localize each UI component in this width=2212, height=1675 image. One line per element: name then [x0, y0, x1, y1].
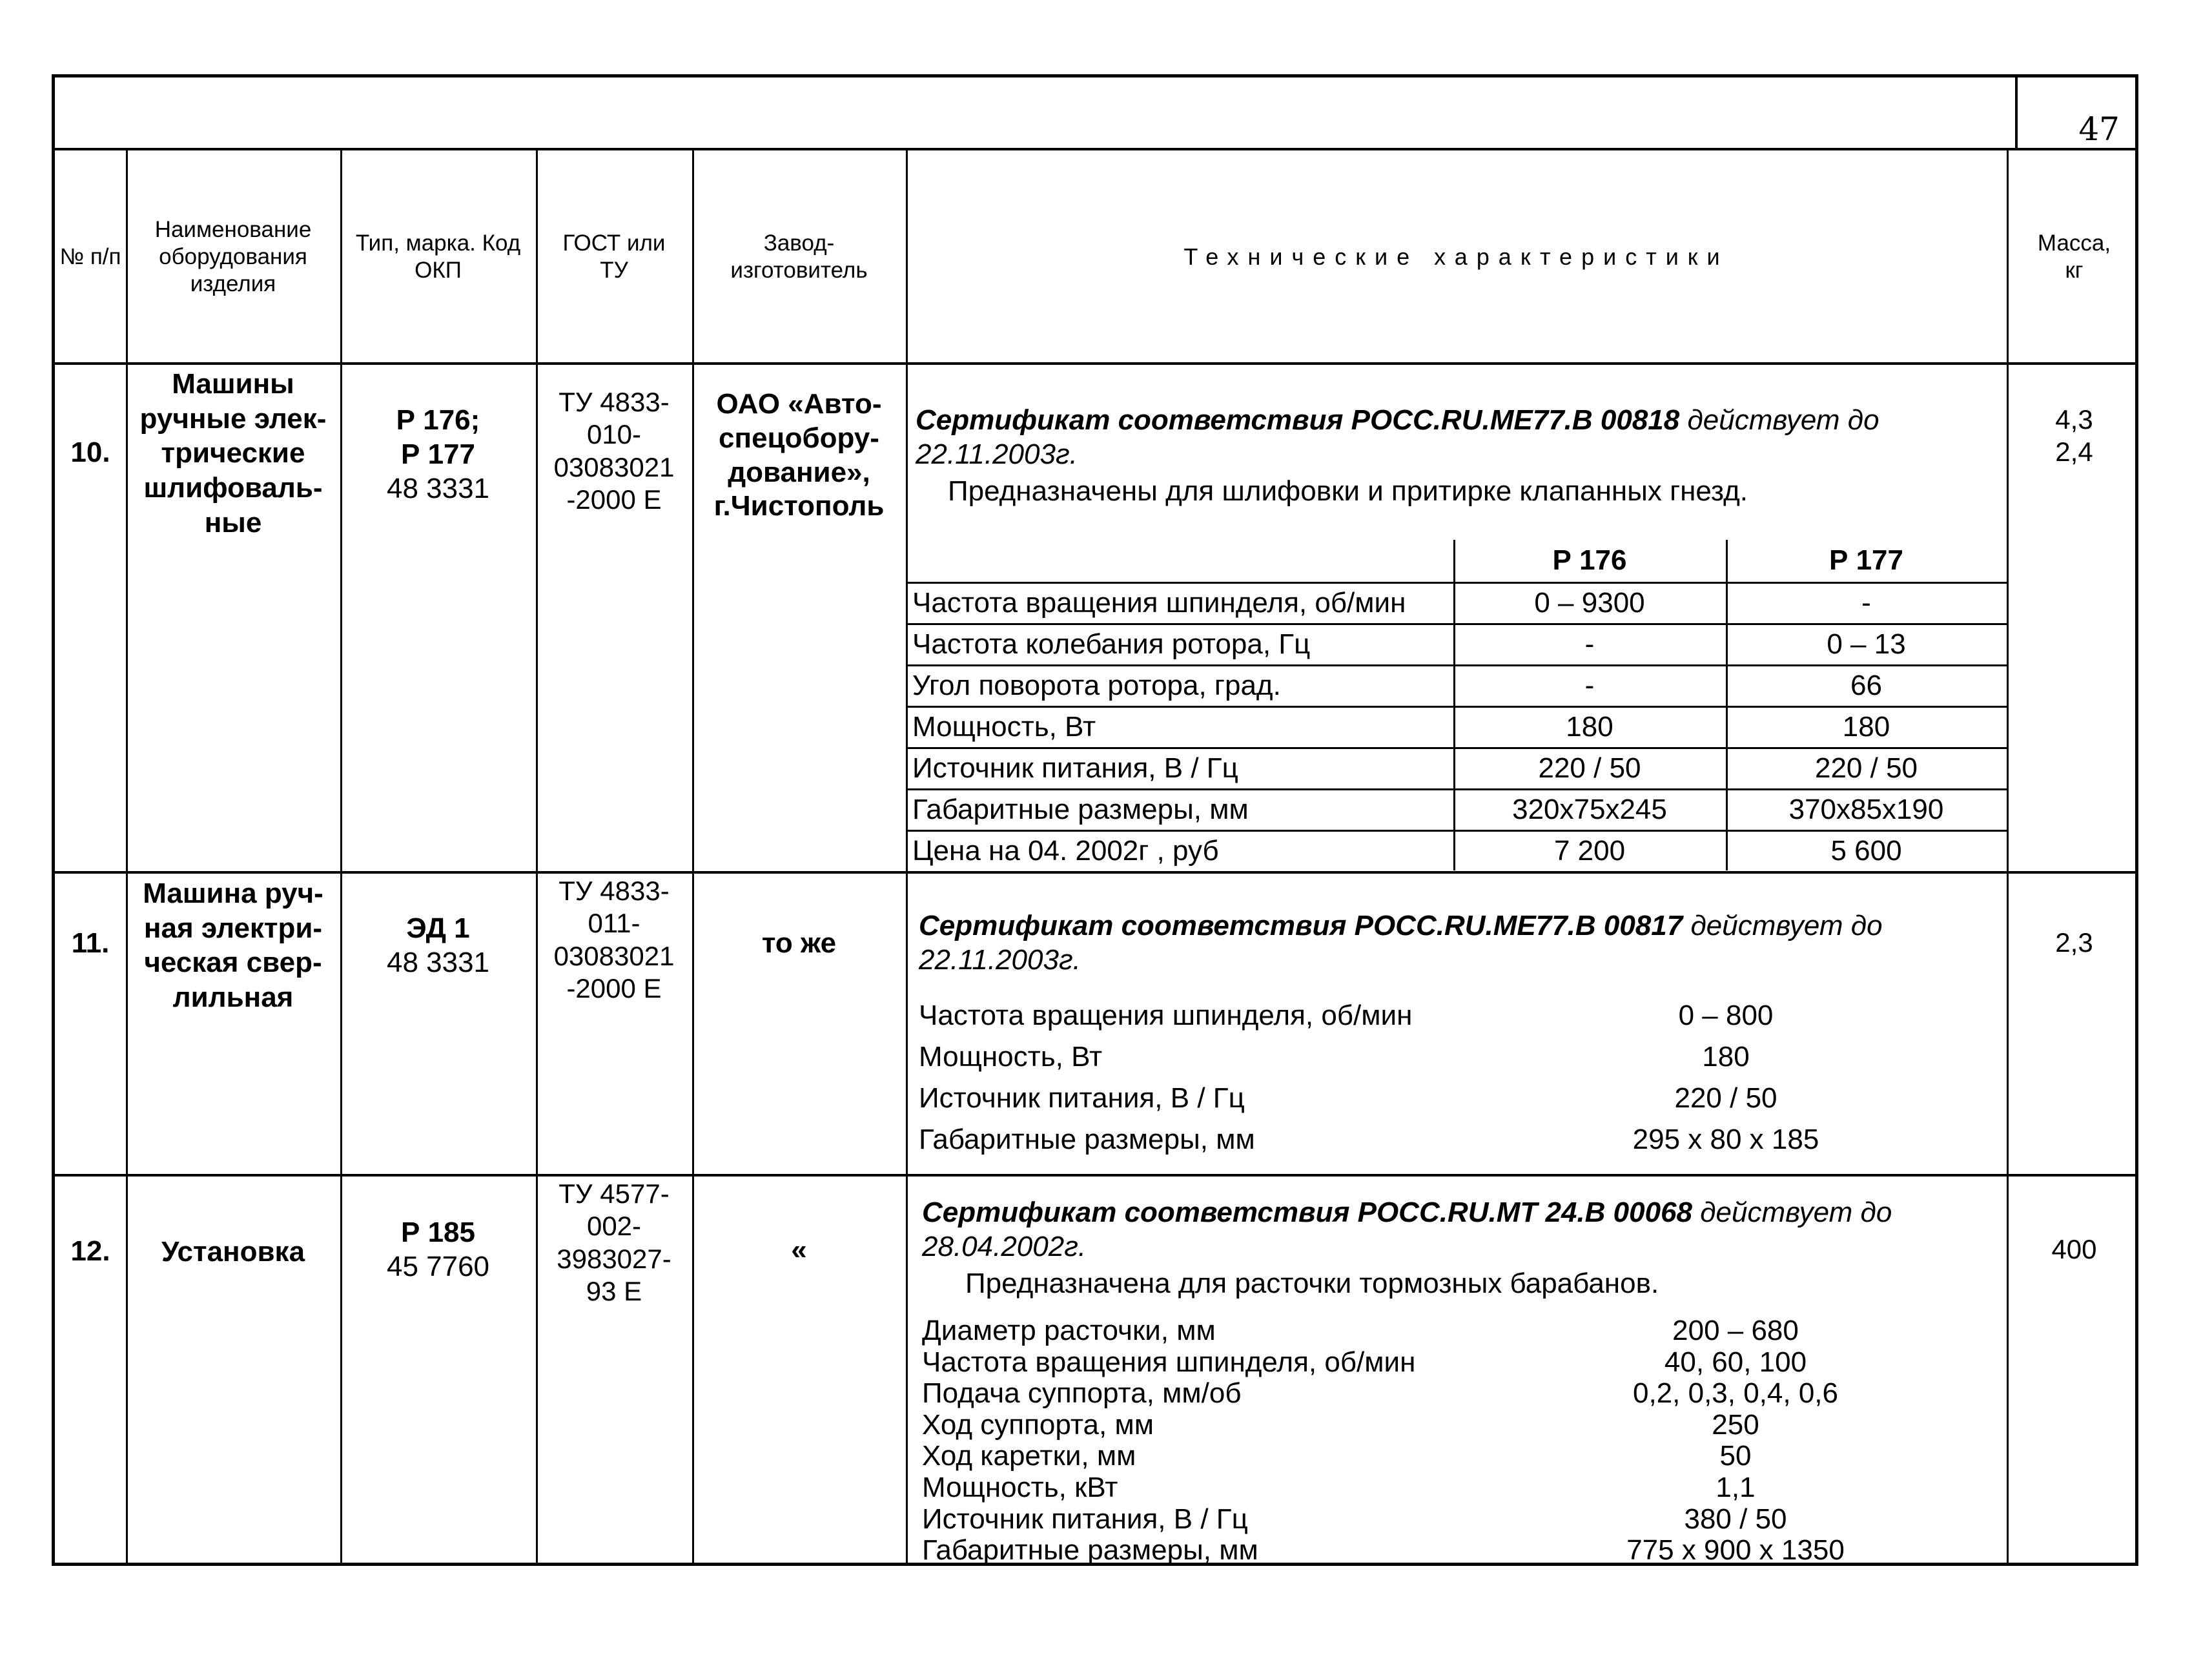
spec-value-p177: 180 — [1842, 711, 1890, 743]
spec-row — [919, 1078, 2007, 1119]
gost-line: ТУ 4577- — [558, 1178, 670, 1209]
spec-value-p177: - — [1861, 587, 1871, 619]
gost-line: ТУ 4833- — [558, 387, 670, 417]
gost-line: 010- — [586, 419, 642, 450]
gost-line: 93 Е — [586, 1276, 642, 1307]
spec-label: Габаритные размеры, мм — [919, 1124, 1255, 1155]
page-number: 47 — [2078, 110, 2120, 148]
gost-line: 3983027- — [557, 1243, 671, 1274]
spec-value-p177: 5 600 — [1830, 835, 1902, 867]
spec-value-p177: 220 / 50 — [1814, 752, 1918, 784]
spec-header-p176: Р 176 — [1552, 544, 1627, 576]
spec-row — [912, 830, 2007, 872]
certificate-date: 28.04.2002г. — [922, 1230, 1087, 1262]
spec-row — [919, 1119, 2007, 1160]
spec-row — [919, 995, 2007, 1036]
spec-value: 380 / 50 — [1684, 1503, 1787, 1535]
spec-value: 0 – 800 — [1678, 1000, 1774, 1031]
mass-cell — [2007, 1233, 2142, 1266]
certificate-number: Сертификат соответствия РОСС.RU.ME77.B 00818 — [916, 404, 1680, 436]
certificate-number: Сертификат соответствия РОСС.RU.MT 24.B 00068 — [922, 1197, 1693, 1228]
spec-value: 1,1 — [1715, 1472, 1756, 1503]
spec-label: Диаметр расточки, мм — [922, 1315, 1216, 1346]
okp-code: 45 7760 — [386, 1250, 490, 1282]
maker-line: дование», — [728, 456, 870, 488]
maker-line: ОАО «Авто- — [716, 388, 882, 420]
mass-value: 4,3 — [2055, 404, 2093, 435]
gost-line: -2000 Е — [566, 484, 662, 515]
spec-value-p176: 180 — [1566, 711, 1613, 743]
spec-value-p177: 66 — [1850, 670, 1882, 701]
gost-line: 002- — [586, 1211, 642, 1242]
okp-code: 48 3331 — [386, 946, 490, 978]
row-number: 11. — [71, 927, 110, 959]
name-line: Установка — [161, 1236, 305, 1268]
spec-value: 200 – 680 — [1672, 1315, 1799, 1346]
name-line: Машины — [172, 368, 294, 400]
header-maker: Завод-изготовитель — [730, 231, 868, 283]
equipment-name — [126, 1177, 340, 1269]
spec-label: Частота колебания ротора, Гц — [912, 628, 1311, 660]
name-line: ручные элек- — [139, 402, 327, 435]
certificate-date: 22.11.2003г. — [919, 943, 1081, 976]
mass-value: 2,4 — [2055, 437, 2093, 468]
certificate-text — [916, 404, 2000, 472]
spec-row — [912, 624, 2007, 665]
type-model: Р 177 — [401, 438, 475, 470]
spec-value: 50 — [1719, 1440, 1752, 1472]
spec-label: Частота вращения шпинделя, об/мин — [922, 1346, 1416, 1378]
spec-label: Мощность, Вт — [919, 1041, 1103, 1073]
maker-line: « — [791, 1234, 807, 1266]
spec-label: Угол поворота ротора, град. — [912, 670, 1281, 701]
row-divider — [55, 1174, 2135, 1177]
equipment-table — [52, 74, 2138, 1566]
maker-cell — [692, 1233, 906, 1268]
spec-value-p176: - — [1584, 670, 1595, 701]
certificate-text — [919, 909, 2003, 978]
name-line: ческая свер- — [144, 947, 322, 979]
type-model: ЭД 1 — [406, 912, 470, 944]
spec-row — [912, 665, 2007, 706]
header-num: № п/п — [59, 244, 121, 269]
gost-cell — [536, 1178, 692, 1308]
page-number-box — [2015, 77, 2135, 150]
spec-row — [922, 1441, 2007, 1472]
header-tech: Технические характеристики — [1183, 243, 1729, 271]
spec-row — [922, 1472, 2007, 1504]
spec-label: Цена на 04. 2002г , руб — [912, 835, 1219, 867]
spec-row — [912, 789, 2007, 830]
spec-label: Ход суппорта, мм — [922, 1408, 1154, 1441]
spec-value: 295 х 80 х 185 — [1632, 1124, 1819, 1155]
spec-value-p176: 7 200 — [1553, 835, 1626, 867]
maker-line: г.Чистополь — [713, 490, 885, 522]
gost-line: 03083021 — [553, 940, 675, 971]
spec-label: Габаритные размеры, мм — [912, 794, 1249, 825]
mass-value: 2,3 — [2055, 927, 2093, 958]
spec-label: Источник питания, В / Гц — [912, 752, 1238, 784]
name-line: лильная — [172, 981, 294, 1014]
header-gost: ГОСТ или ТУ — [562, 231, 666, 283]
name-line: ные — [204, 506, 262, 539]
type-cell — [340, 404, 536, 506]
spec-label: Источник питания, В / Гц — [919, 1082, 1245, 1114]
equipment-name — [126, 876, 340, 1015]
spec-value-p176: 320х75х245 — [1512, 794, 1667, 825]
spec-row — [919, 1036, 2007, 1078]
spec-header-p177: Р 177 — [1829, 544, 1903, 576]
mass-value: 400 — [2051, 1234, 2097, 1264]
spec-value: 775 х 900 х 1350 — [1626, 1534, 1845, 1567]
type-model: Р 185 — [401, 1217, 475, 1248]
purpose-text: Предназначены для шлифовки и притирке клапанных гнезд. — [948, 475, 1748, 507]
mass-cell — [2007, 404, 2142, 469]
gost-line: ТУ 4833- — [558, 876, 670, 906]
purpose-text: Предназначена для расточки тормозных барабанов. — [965, 1268, 1659, 1299]
maker-line: спецобору- — [719, 422, 879, 454]
spec-row — [922, 1504, 2007, 1536]
gost-line: -2000 Е — [566, 973, 662, 1004]
maker-cell — [692, 927, 906, 961]
gost-line: 011- — [588, 908, 640, 939]
type-cell — [340, 1216, 536, 1284]
certificate-valid-until-label: действует до — [1692, 1197, 1892, 1228]
spec-value-p176: 0 – 9300 — [1534, 587, 1645, 619]
spec-label: Ход каретки, мм — [922, 1440, 1136, 1472]
gost-line: 03083021 — [553, 451, 675, 482]
type-cell — [340, 912, 536, 980]
top-band — [55, 77, 2135, 150]
row-number: 12. — [70, 1235, 110, 1267]
spec-value: 250 — [1712, 1408, 1759, 1441]
spec-label: Частота вращения шпинделя, об/мин — [919, 1000, 1413, 1031]
spec-value: 180 — [1702, 1041, 1750, 1073]
spec-row — [912, 582, 2007, 624]
certificate-date: 22.11.2003г. — [916, 438, 1078, 470]
spec-value-p176: 220 / 50 — [1538, 752, 1641, 784]
spec-label: Габаритные размеры, мм — [922, 1534, 1258, 1567]
spec-row — [922, 1410, 2007, 1441]
spec-row — [912, 748, 2007, 789]
spec-label: Источник питания, В / Гц — [922, 1503, 1248, 1535]
spec-value: 220 / 50 — [1674, 1082, 1777, 1114]
spec-label: Частота вращения шпинделя, об/мин — [912, 587, 1406, 619]
header-name: Наименование оборудования изделия — [154, 217, 312, 296]
maker-cell — [692, 387, 906, 524]
spec-label: Мощность, кВт — [922, 1472, 1118, 1503]
row-number: 10. — [70, 437, 110, 468]
spec-row — [912, 706, 2007, 748]
spec-value-p176: - — [1584, 628, 1595, 660]
certificate-valid-until-label: действует до — [1683, 910, 1883, 941]
spec-value: 0,2, 0,3, 0,4, 0,6 — [1632, 1377, 1838, 1410]
certificate-text — [922, 1196, 2003, 1264]
spec-value-p177: 0 – 13 — [1827, 628, 1906, 660]
spec-label: Мощность, Вт — [912, 711, 1096, 743]
okp-code: 48 3331 — [386, 472, 490, 504]
spec-label: Подача суппорта, мм/об — [922, 1377, 1242, 1410]
spec-row — [922, 1378, 2007, 1410]
gost-cell — [536, 875, 692, 1005]
type-model: Р 176; — [396, 404, 480, 436]
spec-row — [922, 1347, 2007, 1379]
certificate-number: Сертификат соответствия РОСС.RU.ME77.B 00817 — [919, 910, 1683, 941]
name-line: ная электри- — [143, 912, 323, 944]
maker-line: то же — [761, 927, 837, 959]
certificate-valid-until-label: действует до — [1679, 404, 1879, 436]
name-line: шлифоваль- — [143, 472, 323, 504]
header-mass: Масса, кг — [2037, 231, 2111, 283]
gost-cell — [536, 386, 692, 517]
header-type: Тип, марка. Код ОКП — [355, 231, 521, 283]
mass-cell — [2007, 927, 2142, 959]
name-line: трические — [161, 437, 305, 469]
equipment-name — [126, 367, 340, 540]
name-line: Машина руч- — [143, 878, 323, 909]
spec-row — [922, 1535, 2007, 1567]
spec-value-p177: 370х85х190 — [1788, 794, 1944, 825]
spec-value: 40, 60, 100 — [1664, 1346, 1807, 1378]
spec-row — [922, 1315, 2007, 1347]
